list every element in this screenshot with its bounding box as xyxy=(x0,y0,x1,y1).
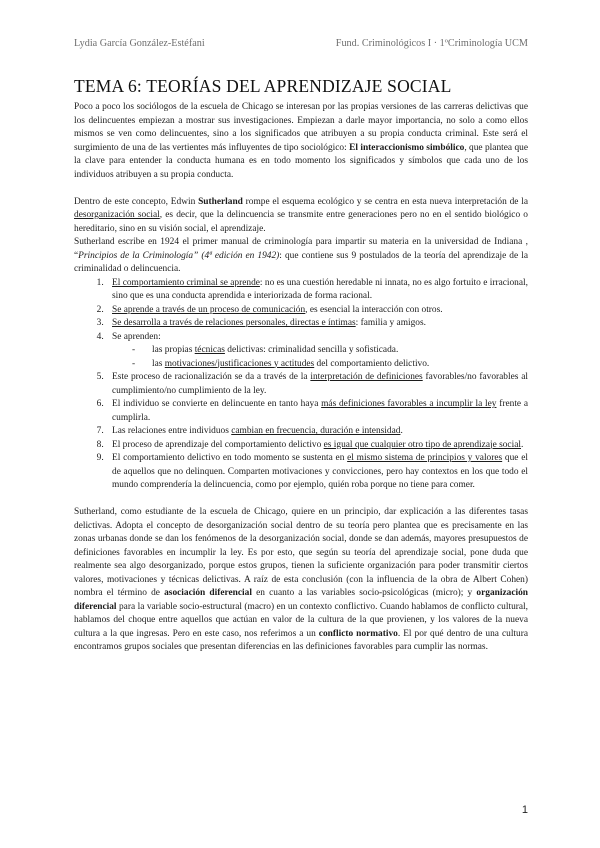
list-item: 5. Este proceso de racionalización se da a través de la interpretación de definiciones favorables/no favorables al cumplimiento/no cumplimiento de la ley. xyxy=(106,371,528,398)
page-number: 1 xyxy=(521,804,528,816)
document-body xyxy=(74,76,528,655)
list-item: 9. El comportamiento delictivo en todo momento se sustenta en el mismo sistema de principios y valores que el de aquellos que no delinquen. Comparten motivaciones y convicciones, pero hay contextos en los que todo el mundo comprendería la delincuencia, como por ejemplo, quién roba porque no tiene para comer. xyxy=(106,452,528,493)
sub-list xyxy=(112,344,528,371)
paragraph-intro: Poco a poco los sociólogos de la escuela de Chicago se interesan por las propias versiones de las carreras delictivas que los delincuentes empiezan a mostrar sus investigaciones. Empiezan a darle mayor importancia, no solo a como ellos mismos se ven como delincuentes, sino a los significados que atribuyen a su propia conducta criminal. Este será el surgimiento de una de las vertientes más influyentes de tipo sociológico: El interaccionismo simbólico, que plantea que la clave para entender la conducta humana es en todo momento los significados y símbolos que cada uno de los individuos atribuyen a su propia conducta. xyxy=(74,102,528,180)
list-item: 3. Se desarrolla a través de relaciones personales, directas e íntimas: familia y amigos. xyxy=(106,317,528,331)
paragraph-differential-association: Sutherland, como estudiante de la escuela de Chicago, quiere en un principio, dar explicación a las diferentes tasas delictivas. Adopta el concepto de desorganización social dentro de su teoría pero plantea que es precisamente en las zonas urbanas donde se dan los fenómenos de la desorganización social, donde se dan además, mayores presupuestos de definiciones favorables en incumplir la ley. Es por esto, que según su teoría del aprendizaje social, pone duda que realmente sea algo desorganizado, porque estos grupos, tienen la suficiente organización para poder transmitir ciertos valores, motivaciones y técnicas delictivas. A raíz de esta conclusión (con la influencia de la obra de Albert Cohen) nombra el término de asociación diferencial en cuanto a las variables socio-psicológicas (micro); y organización diferencial para la variable socio-estructural (macro) en un contexto conflictivo. Cuando hablamos de conflicto cultural, hablamos del choque entre aquellos que actúan en valor de la cultura de la que provienen, y los valores de la nueva cultura a la que ingresas. Pero en este caso, nos referimos a un conflicto normativo. El por qué dentro de una cultura encontramos grupos sociales que presentan diferencias en las definiciones favorables para cumplir las normas. xyxy=(74,507,528,652)
header-author: Lydia García González-Estéfani xyxy=(74,38,205,49)
list-item: 6. El individuo se convierte en delincuente en tanto haya más definiciones favorables a incumplir la ley frente a cumplirla. xyxy=(106,398,528,425)
list-item: 7. Las relaciones entre individuos cambian en frecuencia, duración e intensidad. xyxy=(106,425,528,439)
list-item: 1. El comportamiento criminal se aprende: no es una cuestión heredable ni innata, no es algo fortuito e irracional, sino que es una conducta aprendida e interiorizada de forma racional. xyxy=(106,277,528,304)
sub-list-item: - las motivaciones/justificaciones y actitudes del comportamiento delictivo. xyxy=(132,358,528,372)
page-title: TEMA 6: TEORÍAS DEL APRENDIZAJE SOCIAL xyxy=(74,76,452,96)
sub-list-item: - las propias técnicas delictivas: criminalidad sencilla y sofisticada. xyxy=(132,344,528,358)
list-item: 2. Se aprende a través de un proceso de comunicación, es esencial la interacción con otros. xyxy=(106,304,528,318)
postulates-list xyxy=(74,277,528,493)
paragraph-sutherland: Dentro de este concepto, Edwin Sutherland rompe el esquema ecológico y se centra en esta nueva interpretación de la desorganización social, es decir, que la delincuencia se transmite entre generaciones pero no en el sentido biológico o hereditario, sino en su visión social, el aprendizaje. xyxy=(74,196,528,234)
list-item: 4. Se aprenden: - las propias técnicas delictivas: criminalidad sencilla y sofisticada. - las motivaciones/justificaciones y actitudes del comportamiento delictivo. xyxy=(106,331,528,372)
header-course: Fund. Criminológicos I · 1ºCriminología UCM xyxy=(335,38,528,49)
paragraph-manual: Sutherland escribe en 1924 el primer manual de criminología para impartir su materia en la universidad de Indiana , “Principios de la Criminología” (4ª edición en 1942): que contiene sus 9 postulados de la teoría del aprendizaje de la criminalidad o delincuencia. xyxy=(74,237,528,274)
list-item: 8. El proceso de aprendizaje del comportamiento delictivo es igual que cualquier otro tipo de aprendizaje social. xyxy=(106,439,528,453)
